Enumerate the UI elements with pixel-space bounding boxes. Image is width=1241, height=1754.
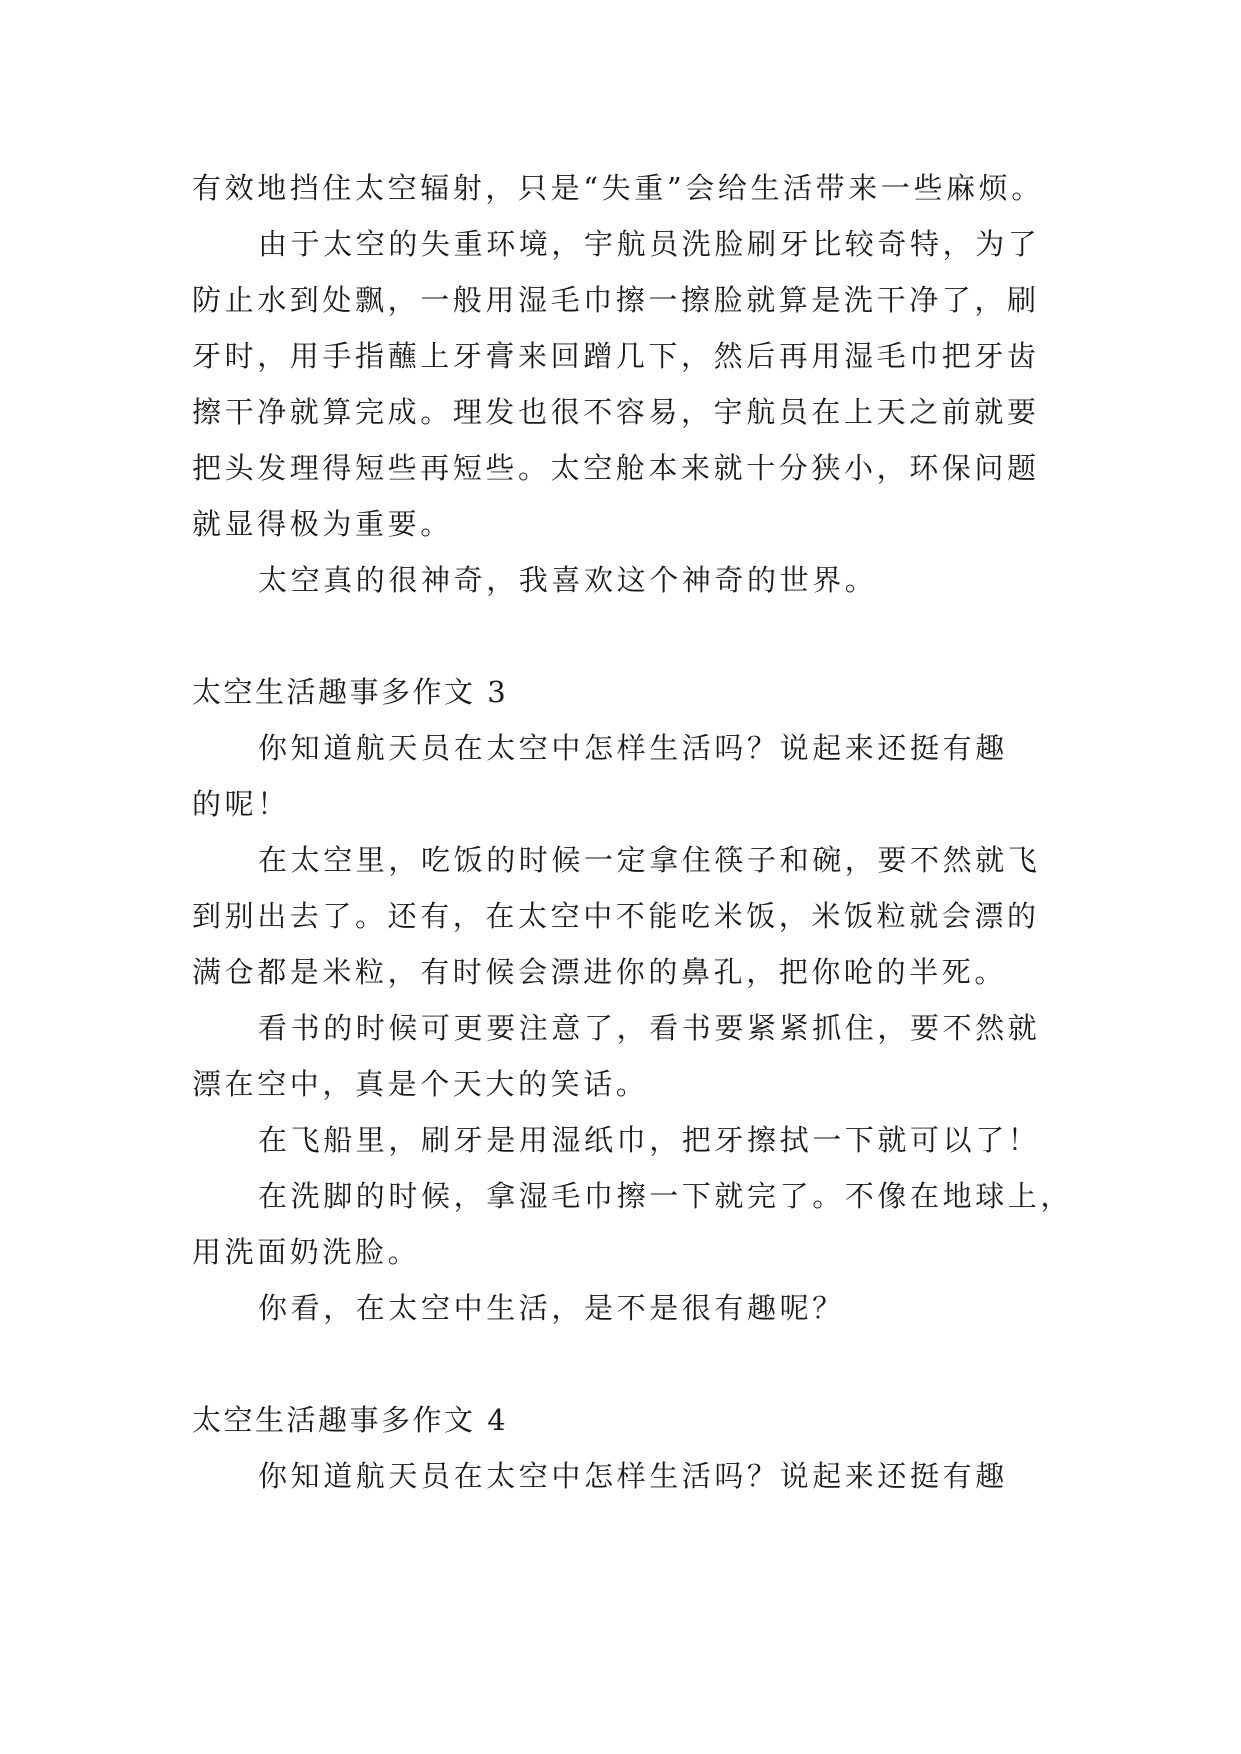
paragraph-line: 在飞船里，刷牙是用湿纸巾，把牙擦拭一下就可以了！ xyxy=(258,1123,1041,1157)
paragraph-line: 看书的时候可更要注意了，看书要紧紧抓住，要不然就 xyxy=(258,1011,1041,1045)
paragraph-line: 牙时，用手指蘸上牙膏来回蹭几下，然后再用湿毛巾把牙齿 xyxy=(192,339,1040,373)
paragraph-line: 有效地挡住太空辐射，只是“失重”会给生活带来一些麻烦。 xyxy=(192,171,1044,205)
section-title: 太空生活趣事多作文 4 xyxy=(192,1403,509,1437)
paragraph-line: 把头发理得短些再短些。太空舱本来就十分狭小，环保问题 xyxy=(192,451,1040,485)
paragraph-line: 你知道航天员在太空中怎样生活吗？说起来还挺有趣 xyxy=(258,1459,1008,1493)
paragraph-line: 在太空里，吃饭的时候一定拿住筷子和碗，要不然就飞 xyxy=(258,843,1041,877)
paragraph-line: 在洗脚的时候，拿湿毛巾擦一下就完了。不像在地球上， xyxy=(258,1179,1074,1213)
paragraph-line: 你看，在太空中生活，是不是很有趣呢？ xyxy=(258,1291,845,1325)
paragraph-line: 由于太空的失重环境，宇航员洗脸刷牙比较奇特，为了 xyxy=(258,227,1041,261)
paragraph-line: 满仓都是米粒，有时候会漂进你的鼻孔，把你呛的半死。 xyxy=(192,955,1008,989)
document-page xyxy=(192,160,1074,1504)
paragraph-line: 到别出去了。还有，在太空中不能吃米饭，米饭粒就会漂的 xyxy=(192,899,1040,933)
section-gap xyxy=(192,1336,1062,1392)
paragraph-line: 用洗面奶洗脸。 xyxy=(192,1235,421,1269)
paragraph-line: 你知道航天员在太空中怎样生活吗？说起来还挺有趣 xyxy=(258,731,1008,765)
section-gap xyxy=(192,608,1062,664)
paragraph-line: 的呢！ xyxy=(192,787,290,821)
section-title: 太空生活趣事多作文 3 xyxy=(192,675,509,709)
paragraph-line: 擦干净就算完成。理发也很不容易，宇航员在上天之前就要 xyxy=(192,395,1040,429)
paragraph-line: 防止水到处飘，一般用湿毛巾擦一擦脸就算是洗干净了，刷 xyxy=(192,283,1040,317)
paragraph-line: 漂在空中，真是个天大的笑话。 xyxy=(192,1067,649,1101)
paragraph-line: 太空真的很神奇，我喜欢这个神奇的世界。 xyxy=(258,563,878,597)
paragraph-line: 就显得极为重要。 xyxy=(192,507,453,541)
